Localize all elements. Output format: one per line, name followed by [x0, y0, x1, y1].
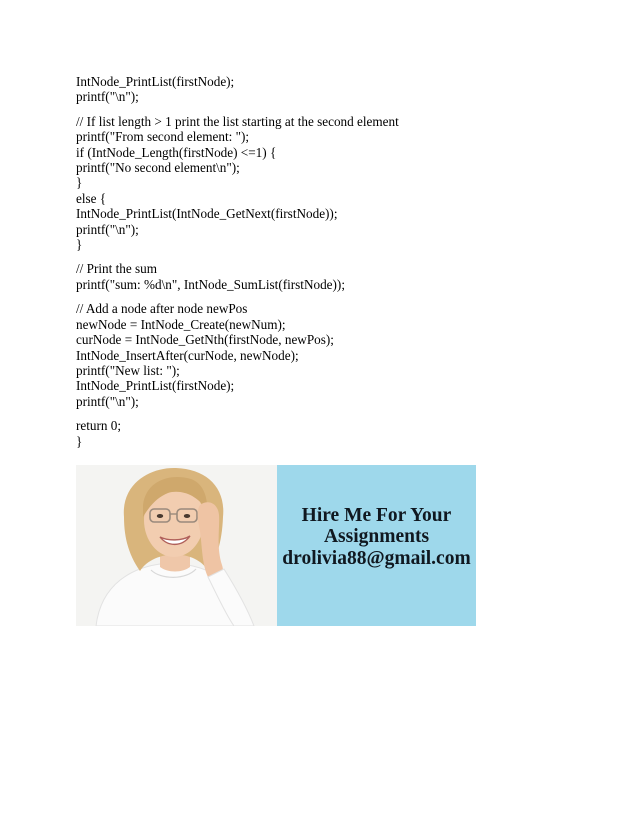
code-line: return 0; [76, 418, 122, 434]
code-line: printf("sum: %d\n", IntNode_SumList(firstNode)); [76, 276, 345, 292]
blank-line [76, 105, 596, 114]
code-listing [76, 74, 596, 449]
code-line: IntNode_PrintList(firstNode); [76, 378, 235, 394]
blank-line [76, 252, 596, 261]
code-line: if (IntNode_Length(firstNode) <=1) { [76, 144, 277, 160]
code-line: else { [76, 190, 107, 206]
code-line: IntNode_PrintList(firstNode); [76, 74, 235, 89]
ad-headline-line1: Hire Me For Your [301, 505, 452, 526]
code-line: } [76, 433, 83, 449]
code-line: } [76, 237, 83, 253]
blank-line [76, 292, 596, 301]
advertisement-text [277, 465, 476, 626]
code-line: // Print the sum [76, 261, 157, 277]
code-line: newNode = IntNode_Create(newNum); [76, 316, 286, 332]
code-line: printf("No second element\n"); [76, 160, 240, 176]
code-line: printf("\n"); [76, 221, 139, 237]
code-line: } [76, 175, 83, 191]
woman-with-glasses-photo [76, 465, 277, 626]
code-line: printf("\n"); [76, 393, 139, 409]
code-line: printf("New list: "); [76, 362, 180, 378]
code-line: // Add a node after node newPos [76, 301, 248, 317]
portrait-illustration [76, 465, 277, 626]
advertisement-banner[interactable] [76, 465, 476, 626]
code-line: IntNode_PrintList(IntNode_GetNext(firstNode)); [76, 206, 338, 222]
ad-email[interactable]: drolivia88@gmail.com [282, 548, 471, 569]
code-line: IntNode_InsertAfter(curNode, newNode); [76, 347, 299, 363]
code-line: // If list length > 1 print the list starting at the second element [76, 113, 399, 129]
ad-headline-line2: Assignments [323, 526, 430, 547]
code-line: printf("From second element: "); [76, 129, 250, 145]
code-line: printf("\n"); [76, 89, 139, 105]
blank-line [76, 409, 596, 418]
code-line: curNode = IntNode_GetNth(firstNode, newPos); [76, 332, 334, 348]
